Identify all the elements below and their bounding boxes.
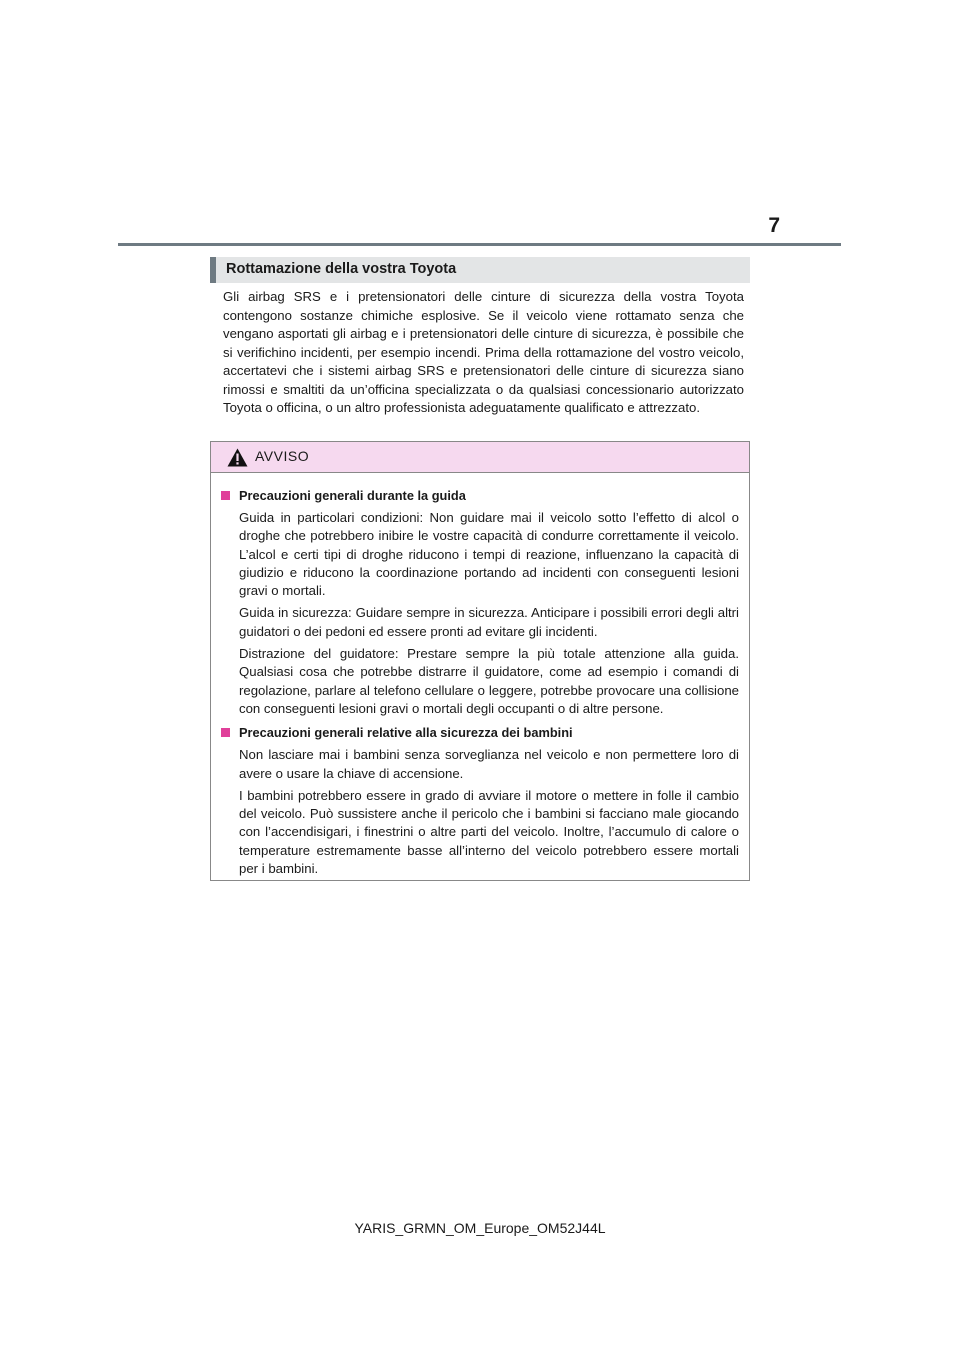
- header-rule: [118, 243, 841, 246]
- warning-paragraph: Guida in particolari condizioni: Non guidare mai il veicolo sotto l’effetto di alcol o droghe che potrebbero inibire le vostre capacità di condurre correttamente il veicolo. L’alcol e certi tipi di droghe riducono i tempi di reazione, influenzano la capacità di giudizio e riducono la coordinazione portando ad incidenti con conseguenti lesioni gravi o mortali.: [239, 510, 739, 599]
- warning-header: [211, 442, 749, 473]
- warning-item-heading: [221, 487, 739, 505]
- warning-paragraph: I bambini potrebbero essere in grado di avviare il motore o mettere in folle il cambio del veicolo. Può sussistere anche il pericolo che i bambini si facciano male giocando con l’accendisigari, i finestrini o altre parti del veicolo. Inoltre, l’accumulo di calore o temperature estremamente basse all’interno del veicolo potrebbero essere mortali per i bambini.: [239, 787, 739, 877]
- warning-body: [211, 473, 749, 878]
- warning-paragraph: Non lasciare mai i bambini senza sorveglianza nel veicolo e non permettere loro di avere o usare la chiave di accensione.: [239, 747, 739, 781]
- section-body: Gli airbag SRS e i pretensionatori delle cinture di sicurezza della vostra Toyota contengono sostanze chimiche esplosive. Se il veicolo viene rottamato senza che vengano asportati gli airbag e i pretensionatori delle cinture di sicurezza, è possibile che si verifichino incidenti, per esempio incendi. Prima della rottamazione del vostro veicolo, accertatevi che i sistemi airbag SRS e pretensionatori delle cinture di sicurezza siano rimossi e smaltiti da un’officina specializzata o da qualsiasi concessionario autorizzato Toyota o officina, o un altro professionista adeguatamente qualificato e attrezzato.: [223, 289, 744, 415]
- page-number: 7: [768, 214, 780, 237]
- warning-item-heading-text: Precauzioni generali relative alla sicurezza dei bambini: [239, 725, 573, 741]
- section-header: [210, 257, 750, 283]
- warning-item-heading-text: Precauzioni generali durante la guida: [239, 488, 466, 503]
- warning-box: [210, 441, 750, 881]
- warning-title: AVVISO: [255, 448, 310, 464]
- warning-item-heading: [221, 724, 739, 742]
- warning-triangle-icon: [227, 448, 248, 467]
- warning-paragraph: Guida in sicurezza: Guidare sempre in sicurezza. Anticipare i possibili errori degli altri guidatori o dei pedoni ed essere pronti ad evitare gli incidenti.: [239, 605, 739, 639]
- bullet-square-icon: [221, 728, 230, 737]
- section-header-bar: [210, 257, 216, 283]
- bullet-square-icon: [221, 491, 230, 500]
- section-title: Rottamazione della vostra Toyota: [226, 261, 457, 277]
- warning-paragraph: Distrazione del guidatore: Prestare sempre la più totale attenzione alla guida. Qualsiasi cosa che potrebbe distrarre il guidatore, come ad esempio i comandi di regolazione, parlare al telefono cellulare o leggere, potrebbe provocare una collisione con conseguenti lesioni gravi o mortali degli occupanti o di altre persone.: [239, 646, 739, 716]
- document-footer: YARIS_GRMN_OM_Europe_OM52J44L: [354, 1220, 606, 1236]
